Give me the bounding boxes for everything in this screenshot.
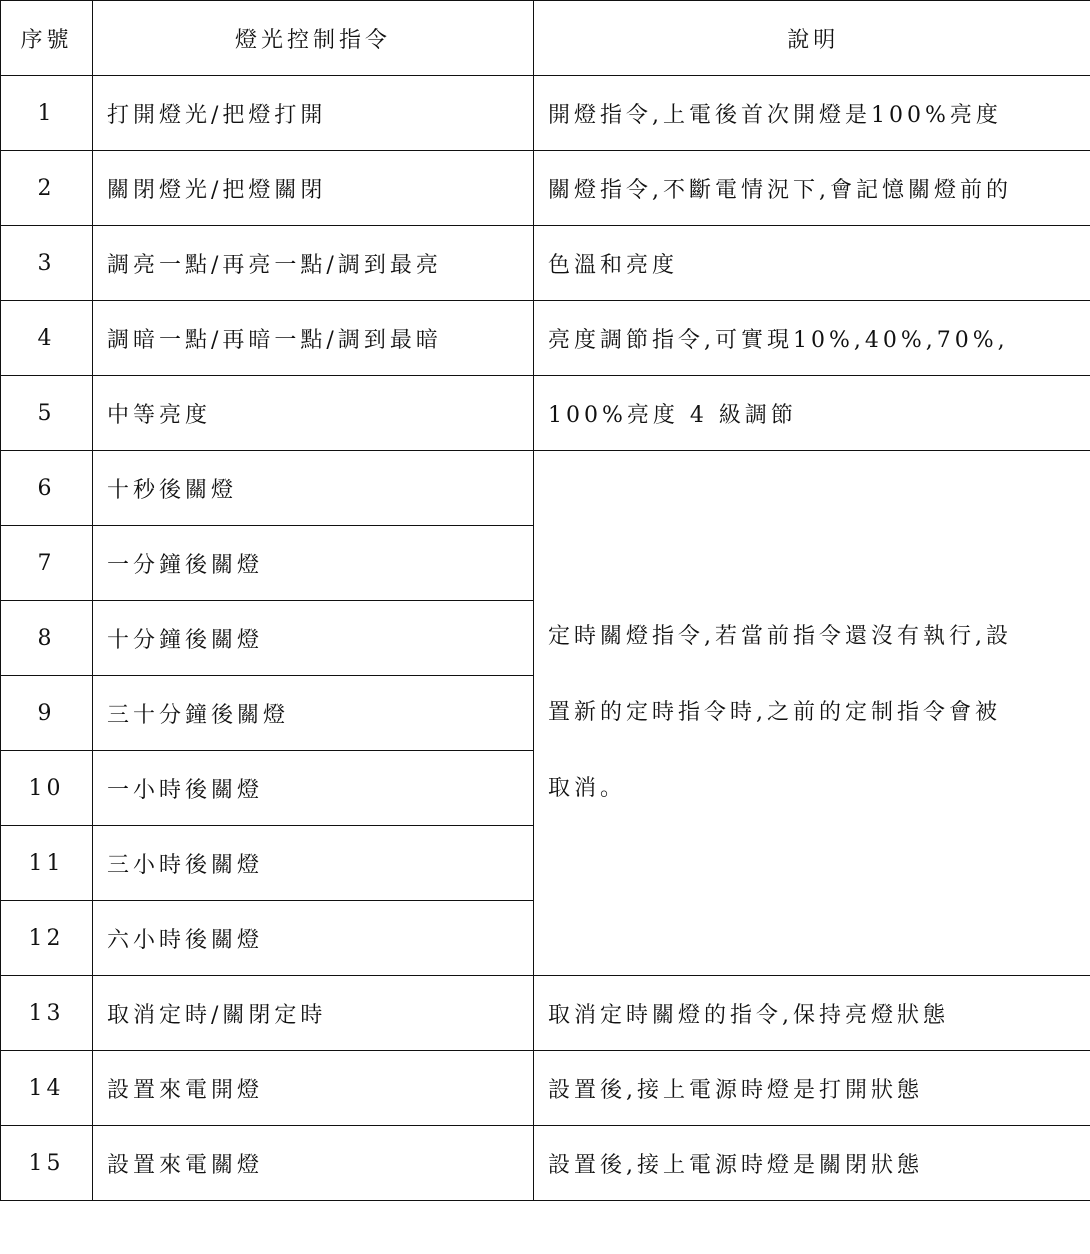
row-index: 9 [1, 676, 93, 751]
table-row [1, 76, 1090, 151]
row-command: 設置來電開燈 [93, 1051, 534, 1126]
table-row [1, 151, 1090, 226]
row-index: 7 [1, 526, 93, 601]
row-description: 色溫和亮度 [534, 226, 1090, 301]
header-description: 說明 [534, 1, 1090, 76]
row-index: 3 [1, 226, 93, 301]
table-row [1, 376, 1090, 451]
row-command: 關閉燈光/把燈關閉 [93, 151, 534, 226]
row-index: 4 [1, 301, 93, 376]
merged-timer-description [534, 451, 1090, 976]
row-index: 6 [1, 451, 93, 526]
row-command: 調亮一點/再亮一點/調到最亮 [93, 226, 534, 301]
row-command: 一小時後關燈 [93, 751, 534, 826]
row-description: 取消定時關燈的指令,保持亮燈狀態 [534, 976, 1090, 1051]
row-description: 關燈指令,不斷電情況下,會記憶關燈前的 [534, 151, 1090, 226]
row-index: 2 [1, 151, 93, 226]
row-index: 8 [1, 601, 93, 676]
row-command: 中等亮度 [93, 376, 534, 451]
timer-description-line: 置新的定時指令時,之前的定制指令會被 [548, 700, 1001, 725]
row-command: 一分鐘後關燈 [93, 526, 534, 601]
row-description: 設置後,接上電源時燈是關閉狀態 [534, 1126, 1090, 1201]
row-command: 取消定時/關閉定時 [93, 976, 534, 1051]
row-command: 三十分鐘後關燈 [93, 676, 534, 751]
row-index: 12 [1, 901, 93, 976]
row-description: 開燈指令,上電後首次開燈是100%亮度 [534, 76, 1090, 151]
row-description: 亮度調節指令,可實現10%,40%,70%, [534, 301, 1090, 376]
row-index: 11 [1, 826, 93, 901]
timer-description-line: 取消。 [548, 776, 627, 801]
row-index: 1 [1, 76, 93, 151]
row-description: 100%亮度 4 級調節 [534, 376, 1090, 451]
row-command: 打開燈光/把燈打開 [93, 76, 534, 151]
table-row [1, 1126, 1090, 1201]
row-command: 設置來電關燈 [93, 1126, 534, 1201]
row-index: 5 [1, 376, 93, 451]
header-command: 燈光控制指令 [93, 1, 534, 76]
table-row [1, 451, 1090, 526]
row-index: 14 [1, 1051, 93, 1126]
row-index: 15 [1, 1126, 93, 1201]
table-row [1, 976, 1090, 1051]
timer-description-line: 定時關燈指令,若當前指令還沒有執行,設 [548, 624, 1012, 649]
row-command: 三小時後關燈 [93, 826, 534, 901]
row-command: 六小時後關燈 [93, 901, 534, 976]
row-description: 設置後,接上電源時燈是打開狀態 [534, 1051, 1090, 1126]
table-row [1, 1051, 1090, 1126]
table-header-row [1, 1, 1090, 76]
row-command: 十分鐘後關燈 [93, 601, 534, 676]
row-command: 調暗一點/再暗一點/調到最暗 [93, 301, 534, 376]
row-index: 13 [1, 976, 93, 1051]
table-row [1, 226, 1090, 301]
row-index: 10 [1, 751, 93, 826]
table-row [1, 301, 1090, 376]
row-command: 十秒後關燈 [93, 451, 534, 526]
header-index: 序號 [1, 1, 93, 76]
